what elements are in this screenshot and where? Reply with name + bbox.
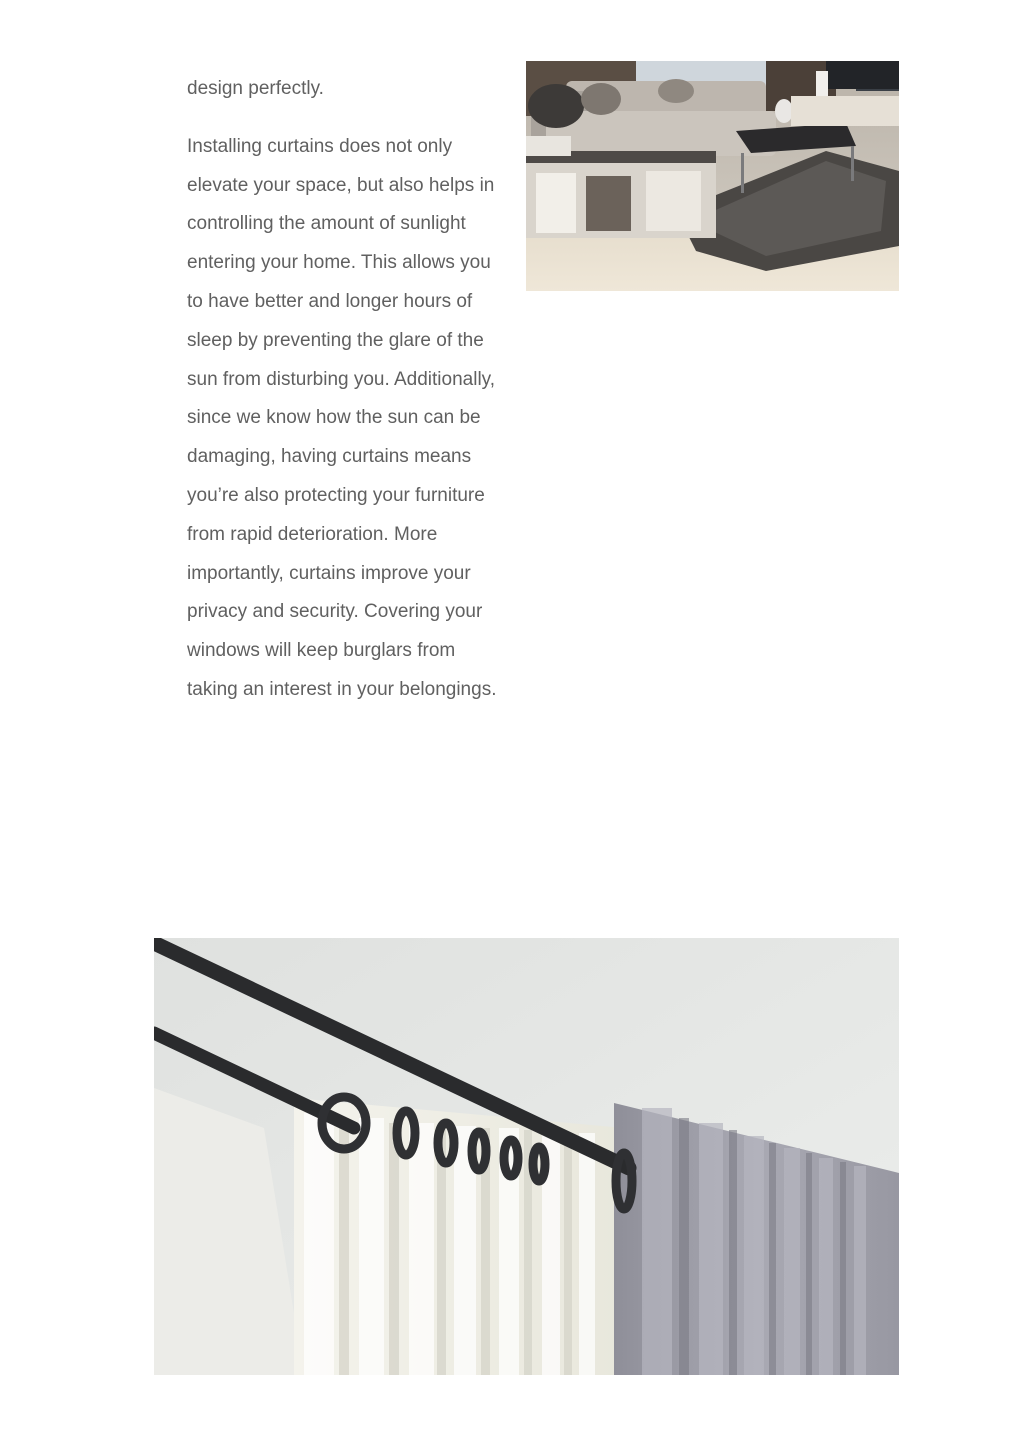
article-text-column [187, 70, 507, 729]
paragraph-curtain-benefits: Installing curtains does not only elevate your space, but also helps in controlling the amount of sunlight entering your home. This allows you to have better and longer hours of sleep by preventing the glare of the sun from disturbing you. Additionally, since we know how the sun can be damaging, having curtains means you’re also protecting your furniture from rapid deterioration. More importantly, curtains improve your privacy and security. Covering your windows will keep burglars from taking an interest in your belongings. [187, 135, 497, 700]
paragraph-intro-end: design perfectly. [187, 78, 324, 99]
curtain-rod-photo [154, 938, 899, 1375]
living-room-photo [526, 61, 899, 291]
